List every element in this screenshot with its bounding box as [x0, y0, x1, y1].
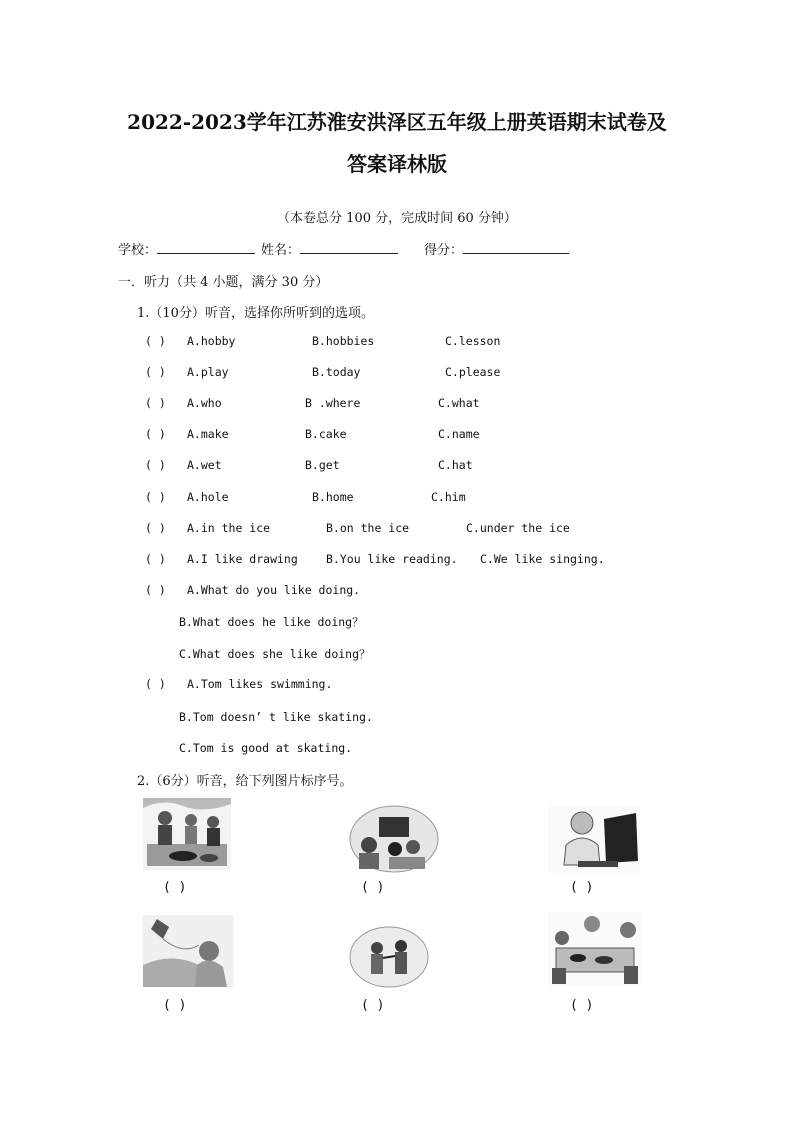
option-a: A.hole: [187, 490, 229, 504]
name-label: 姓名：: [261, 243, 301, 258]
computer-friends-picture: [349, 805, 439, 873]
option-c: C.under the ice: [466, 521, 570, 535]
answer-paren[interactable]: ( ): [145, 490, 166, 504]
school-field[interactable]: [157, 239, 255, 254]
school-label: 学校：: [118, 243, 158, 258]
title-line-1: 2022-2023学年江苏淮安洪泽区五年级上册英语期末试卷及: [127, 110, 667, 134]
picture-answer-paren[interactable]: ( ): [163, 998, 187, 1013]
option-a: A.in the ice: [187, 521, 271, 535]
family-dinner-picture: [548, 912, 642, 986]
option-a: A.Tom likes swimming.: [187, 677, 333, 691]
name-field[interactable]: [300, 239, 398, 254]
option-b: B.cake: [305, 427, 347, 441]
answer-paren[interactable]: ( ): [145, 365, 166, 379]
option-b: B.today: [312, 365, 361, 379]
option-c: C.name: [438, 427, 480, 441]
kite-picture: [143, 915, 233, 987]
exam-note: （本卷总分 100 分，完成时间 60 分钟）: [277, 211, 517, 226]
picture-answer-paren[interactable]: ( ): [570, 998, 594, 1013]
answer-paren[interactable]: ( ): [145, 458, 166, 472]
score-label: 得分：: [424, 243, 464, 258]
option-a: A.wet: [187, 458, 222, 472]
answer-paren[interactable]: ( ): [145, 583, 166, 597]
option-b: B.home: [312, 490, 354, 504]
option-a: A.What do you like doing.: [187, 583, 361, 597]
option-b: B.You like reading.: [326, 552, 458, 566]
option-a: A.I like drawing: [187, 552, 298, 566]
section-1-heading: 一．听力（共 4 小题，满分 30 分）: [118, 275, 329, 290]
option-a: A.hobby: [187, 334, 236, 348]
option-c: C.We like singing.: [480, 552, 605, 566]
picnic-picture: [143, 798, 231, 870]
answer-paren[interactable]: ( ): [145, 396, 166, 410]
dancing-picture: [349, 926, 429, 988]
question-2-title: 2.（6分）听音，给下列图片标序号。: [137, 774, 353, 789]
score-field[interactable]: [463, 239, 569, 254]
option-b: B.Tom doesn’ t like skating.: [179, 710, 373, 724]
option-b: B.on the ice: [326, 521, 410, 535]
option-c: C.what: [438, 396, 480, 410]
answer-paren[interactable]: ( ): [145, 334, 166, 348]
question-1-title: 1.（10分）听音，选择你所听到的选项。: [137, 306, 374, 321]
option-b: B.get: [305, 458, 340, 472]
option-c: C.hat: [438, 458, 473, 472]
option-a: A.who: [187, 396, 222, 410]
option-b: B .where: [305, 396, 361, 410]
picture-answer-paren[interactable]: ( ): [361, 880, 385, 895]
option-c: C.please: [445, 365, 501, 379]
student-info: [118, 239, 569, 258]
answer-paren[interactable]: ( ): [145, 677, 166, 691]
title-line-2: 答案译林版: [347, 152, 447, 176]
picture-answer-paren[interactable]: ( ): [361, 998, 385, 1013]
option-c: C.lesson: [445, 334, 501, 348]
picture-answer-paren[interactable]: ( ): [163, 880, 187, 895]
option-b: B.hobbies: [312, 334, 375, 348]
answer-paren[interactable]: ( ): [145, 521, 166, 535]
answer-paren[interactable]: ( ): [145, 427, 166, 441]
option-c: C.What does she like doing？: [179, 647, 371, 661]
option-a: A.play: [187, 365, 229, 379]
answer-paren[interactable]: ( ): [145, 552, 166, 566]
option-c: C.Tom is good at skating.: [179, 741, 353, 755]
option-a: A.make: [187, 427, 229, 441]
boy-computer-picture: [548, 805, 640, 873]
option-c: C.him: [431, 490, 466, 504]
picture-answer-paren[interactable]: ( ): [570, 880, 594, 895]
option-b: B.What does he like doing？: [179, 615, 364, 629]
